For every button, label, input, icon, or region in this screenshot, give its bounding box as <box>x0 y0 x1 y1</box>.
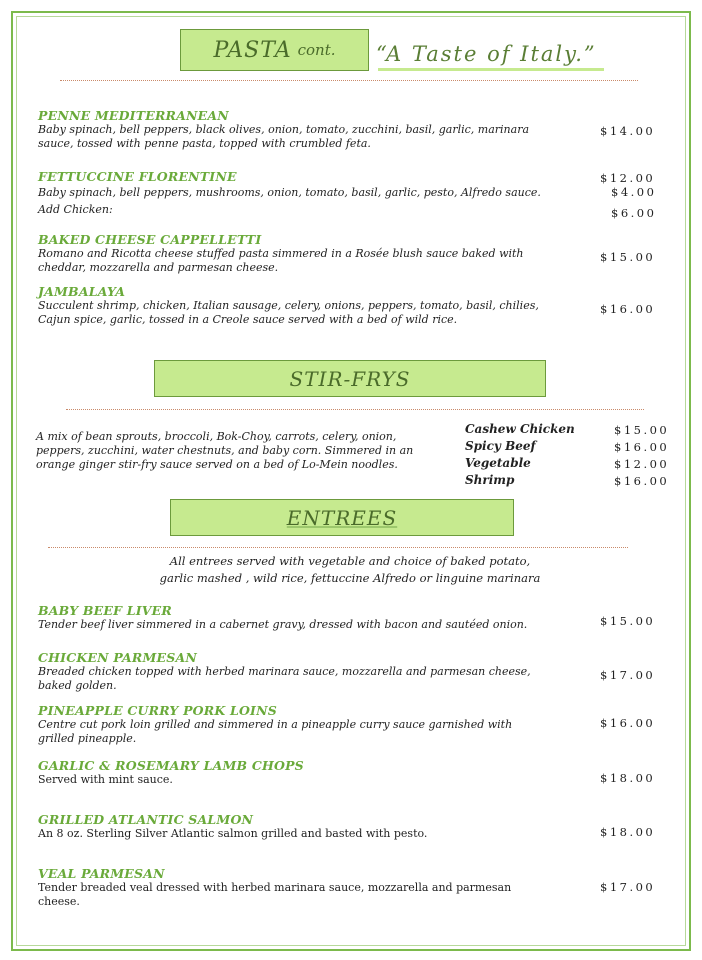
item-price-add-on: $4.00 <box>611 185 657 199</box>
menu-item-pineapple-curry-pork-loins <box>38 703 598 746</box>
stir-fry-price: $15.00 <box>614 423 670 437</box>
menu-item-chicken-parmesan <box>38 650 598 693</box>
pasta-banner <box>180 29 369 71</box>
stir-fry-option: Spicy Beef <box>465 439 536 453</box>
menu-item-grilled-atlantic-salmon <box>38 812 598 841</box>
entrees-banner <box>170 499 514 536</box>
item-name: CHICKEN PARMESAN <box>38 650 198 665</box>
item-price: $18.00 <box>600 825 656 839</box>
menu-item-penne-mediterranean <box>38 108 598 151</box>
tagline: “A Taste of Italy.” <box>376 42 597 66</box>
stir-fry-option: Vegetable <box>465 456 531 470</box>
pasta-title-suffix: cont. <box>297 41 336 59</box>
item-description: An 8 oz. Sterling Silver Atlantic salmon grilled and basted with pesto. <box>38 827 428 840</box>
pasta-title: PASTA <box>213 37 292 63</box>
stir-fry-option: Shrimp <box>465 473 515 487</box>
item-price: $12.00 <box>600 171 656 185</box>
item-price: $18.00 <box>600 771 656 785</box>
item-price-add-chicken: $6.00 <box>611 206 657 220</box>
item-price: $16.00 <box>600 302 656 316</box>
item-name: JAMBALAYA <box>38 284 126 299</box>
stir-frys-description: A mix of bean sprouts, broccoli, Bok-Choy, carrots, celery, onion, peppers, zucchini, water chestnuts, and baby corn. Simmered in an orange ginger stir-fry sauce served on a bed of Lo-Mein noodles. <box>36 430 414 471</box>
item-name: PENNE MEDITERRANEAN <box>38 108 229 123</box>
item-description: Tender breaded veal dressed with herbed marinara sauce, mozzarella and parmesan cheese. <box>38 881 512 908</box>
item-description: Centre cut pork loin grilled and simmered in a pineapple curry sauce garnished with grilled pineapple. <box>38 718 513 745</box>
menu-item-jambalaya <box>38 284 598 327</box>
menu-item-veal-parmesan <box>38 866 598 909</box>
entrees-divider <box>48 547 628 548</box>
stir-fry-price: $16.00 <box>614 440 670 454</box>
item-description: Tender beef liver simmered in a cabernet gravy, dressed with bacon and sautéed onion. <box>38 618 528 631</box>
item-description: Succulent shrimp, chicken, Italian sausage, celery, onions, peppers, tomato, basil, chilies, Cajun spice, garlic, tossed in a Creole sauce served with a bed of wild rice. <box>38 299 539 326</box>
item-description: Breaded chicken topped with herbed marinara sauce, mozzarella and parmesan cheese, baked golden. <box>38 665 531 692</box>
pasta-divider <box>60 80 638 81</box>
stir-fry-price: $12.00 <box>614 457 670 471</box>
menu-item-baked-cheese-cappelletti <box>38 232 598 275</box>
menu-page-border <box>11 11 691 951</box>
item-description: Romano and Ricotta cheese stuffed pasta simmered in a Rosée blush sauce baked with cheddar, mozzarella and parmesan cheese. <box>38 247 524 274</box>
item-name: VEAL PARMESAN <box>38 866 165 881</box>
stir-fry-price: $16.00 <box>614 474 670 488</box>
stir-frys-banner <box>154 360 546 397</box>
menu-item-baby-beef-liver <box>38 603 598 632</box>
item-price: $15.00 <box>600 614 656 628</box>
item-price: $17.00 <box>600 880 656 894</box>
item-description: Served with mint sauce. <box>38 773 173 786</box>
item-name: GARLIC & ROSEMARY LAMB CHOPS <box>38 758 304 773</box>
menu-item-fettuccine-florentine <box>38 169 598 218</box>
item-name: BABY BEEF LIVER <box>38 603 172 618</box>
item-name: GRILLED ATLANTIC SALMON <box>38 812 254 827</box>
stir-frys-divider <box>66 409 644 410</box>
item-description: Baby spinach, bell peppers, black olives, onion, tomato, zucchini, basil, garlic, marinara sauce, tossed with penne pasta, topped with crumbled feta. <box>38 123 530 150</box>
tagline-underline <box>378 68 604 71</box>
item-description: Baby spinach, bell peppers, mushrooms, onion, tomato, basil, garlic, pesto, Alfredo sauce. Add Chicken: <box>38 186 541 216</box>
item-price: $17.00 <box>600 668 656 682</box>
stir-frys-title: STIR-FRYS <box>289 366 411 391</box>
entrees-note: All entrees served with vegetable and choice of baked potato, garlic mashed , wild rice, fettuccine Alfredo or linguine marinara <box>159 554 541 585</box>
stir-frys-options <box>465 421 575 489</box>
item-name: PINEAPPLE CURRY PORK LOINS <box>38 703 277 718</box>
menu-item-garlic-rosemary-lamb-chops <box>38 758 598 787</box>
item-price: $14.00 <box>600 124 656 138</box>
item-price: $15.00 <box>600 250 656 264</box>
stir-fry-option: Cashew Chicken <box>465 422 575 436</box>
item-price: $16.00 <box>600 716 656 730</box>
entrees-title: ENTREES <box>286 505 398 530</box>
item-name: FETTUCCINE FLORENTINE <box>38 169 237 184</box>
item-name: BAKED CHEESE CAPPELLETTI <box>38 232 262 247</box>
